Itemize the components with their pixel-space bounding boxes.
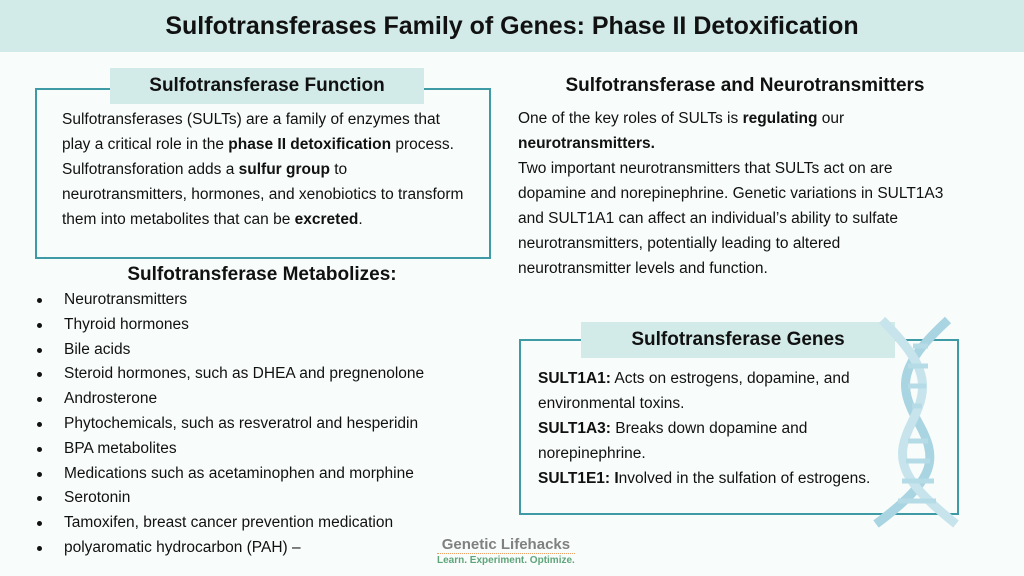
genes-text (538, 366, 878, 491)
function-text (62, 107, 472, 232)
bold-text: excreted (294, 211, 359, 228)
genes-heading: Sulfotransferase Genes (581, 322, 895, 358)
neuro-text (518, 106, 948, 281)
list-item: Medications such as acetaminophen and morphine (37, 462, 424, 487)
text: our (817, 110, 845, 127)
neuro-heading: Sulfotransferase and Neurotransmitters (565, 75, 925, 96)
metabolizes-list (37, 288, 424, 561)
list-item: Bile acids (37, 338, 424, 363)
bold-text: sulfur group (238, 161, 330, 178)
text: to neurotransmitters, hormones, and xenobiotics to transform them into metabolites that can be (62, 161, 464, 228)
gene-item (538, 366, 878, 416)
gene-name: SULT1A3: (538, 420, 611, 437)
dna-helix-icon (868, 316, 963, 528)
list-item: Tamoxifen, breast cancer prevention medication (37, 511, 424, 536)
gene-item (538, 466, 878, 491)
text: One of the key roles of SULTs is (518, 110, 743, 127)
text: process. Sulfotransforation adds a (62, 136, 454, 178)
list-item: Thyroid hormones (37, 313, 424, 338)
genetic-lifehacks-logo (437, 536, 575, 566)
metabolizes-heading: Sulfotransferase Metabolizes: (127, 264, 397, 285)
logo-tagline: Learn. Experiment. Optimize. (437, 555, 575, 566)
list-item: polyaromatic hydrocarbon (PAH) – (37, 536, 424, 561)
title-banner (0, 0, 1024, 52)
gene-item (538, 416, 878, 466)
bold-text: phase II detoxification (228, 136, 392, 153)
list-item: Serotonin (37, 486, 424, 511)
list-item: Androsterone (37, 387, 424, 412)
gene-desc: Acts on estrogens, dopamine, and environmental toxins. (538, 370, 850, 412)
bold-text: neurotransmitters. (518, 135, 655, 152)
text: Two important neurotransmitters that SULTs act on are dopamine and norepinephrine. Genetic variations in SULT1A3 and SULT1A1 can affect an individual’s ability to sulfate neurotransmitters, potentially leading to altered neurotransmitter levels and function. (518, 160, 944, 277)
list-item: BPA metabolites (37, 437, 424, 462)
logo-name: Genetic Lifehacks (441, 536, 571, 553)
list-item: Phytochemicals, such as resveratrol and hesperidin (37, 412, 424, 437)
gene-name: SULT1E1: I (538, 470, 619, 487)
list-item: Neurotransmitters (37, 288, 424, 313)
bold-text: regulating (742, 110, 818, 127)
gene-desc: nvolved in the sulfation of estrogens. (618, 470, 871, 487)
text: . (358, 211, 363, 228)
text: Sulfotransferases (SULTs) are a family of enzymes that play a critical role in the (62, 111, 440, 153)
function-heading: Sulfotransferase Function (110, 68, 424, 104)
page-title: Sulfotransferases Family of Genes: Phase II Detoxification (165, 11, 859, 40)
list-item: Steroid hormones, such as DHEA and pregnenolone (37, 362, 424, 387)
gene-name: SULT1A1: (538, 370, 611, 387)
gene-desc: Breaks down dopamine and norepinephrine. (538, 420, 808, 462)
